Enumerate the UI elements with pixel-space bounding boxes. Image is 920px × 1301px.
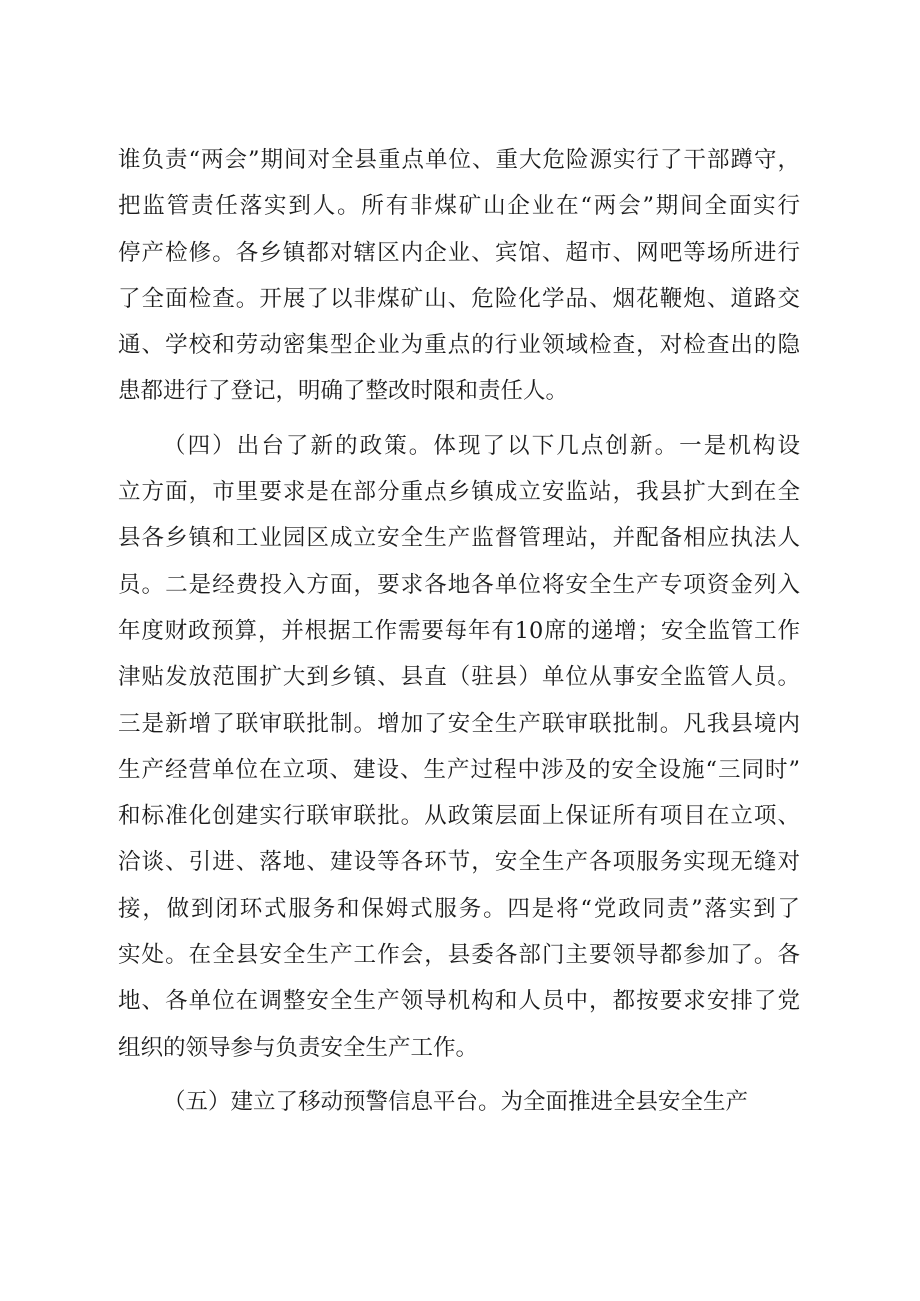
body-text	[118, 137, 800, 1125]
text-line: 县各乡镇和工业园区成立安全生产监督管理站，并配备相应执法人	[118, 525, 800, 552]
text-line: 三是新增了联审联批制。增加了安全生产联审联批制。凡我县境内	[118, 710, 800, 737]
section-heading-line: （五）建立了移动预警信息平台。为全面推进全县安全生产	[163, 1088, 749, 1115]
text-line: 停产检修。各乡镇都对辖区内企业、宾馆、超市、网吧等场所进行	[118, 239, 800, 266]
text-line: 把监管责任落实到人。所有非煤矿山企业在“两会”期间全面实行	[118, 193, 800, 220]
text-line: 了全面检查。开展了以非煤矿山、危险化学品、烟花鞭炮、道路交	[118, 285, 800, 312]
section-heading-line: （四）出台了新的政策。体现了以下几点创新。一是机构设	[163, 432, 800, 459]
text-line: 谁负责“两会”期间对全县重点单位、重大危险源实行了干部蹲守，	[118, 147, 800, 173]
text-line: 接，做到闭环式服务和保姆式服务。四是将“党政同责”落实到了	[118, 895, 800, 922]
paragraph-gap	[118, 1071, 800, 1079]
text-line: 患都进行了登记，明确了整改时限和责任人。	[118, 378, 569, 405]
paragraph	[118, 137, 800, 415]
text-line: 实处。在全县安全生产工作会，县委各部门主要领导都参加了。各	[118, 942, 800, 969]
text-line: 和标准化创建实行联审联批。从政策层面上保证所有项目在立项、	[118, 803, 800, 830]
text-line: 通、学校和劳动密集型企业为重点的行业领域检查，对检查出的隐	[118, 332, 800, 359]
text-line: 津贴发放范围扩大到乡镇、县直（驻县）单位从事安全监管人员。	[118, 664, 800, 691]
paragraph-section-5	[118, 1079, 800, 1125]
text-line: 员。二是经费投入方面，要求各地各单位将安全生产专项资金列入	[118, 571, 800, 598]
text-line: 年度财政预算，并根据工作需要每年有10席的递增；安全监管工作	[118, 617, 800, 644]
text-line: 组织的领导参与负责安全生产工作。	[118, 1034, 479, 1061]
text-line: 地、各单位在调整安全生产领导机构和人员中，都按要求安排了党	[118, 988, 800, 1015]
paragraph-section-4	[118, 423, 800, 1071]
text-line: 洽谈、引进、落地、建设等各环节，安全生产各项服务实现无缝对	[118, 849, 800, 876]
text-line: 立方面，市里要求是在部分重点乡镇成立安监站，我县扩大到在全	[118, 479, 800, 506]
paragraph-gap	[118, 415, 800, 423]
text-line: 生产经营单位在立项、建设、生产过程中涉及的安全设施“三同时”	[118, 756, 800, 783]
